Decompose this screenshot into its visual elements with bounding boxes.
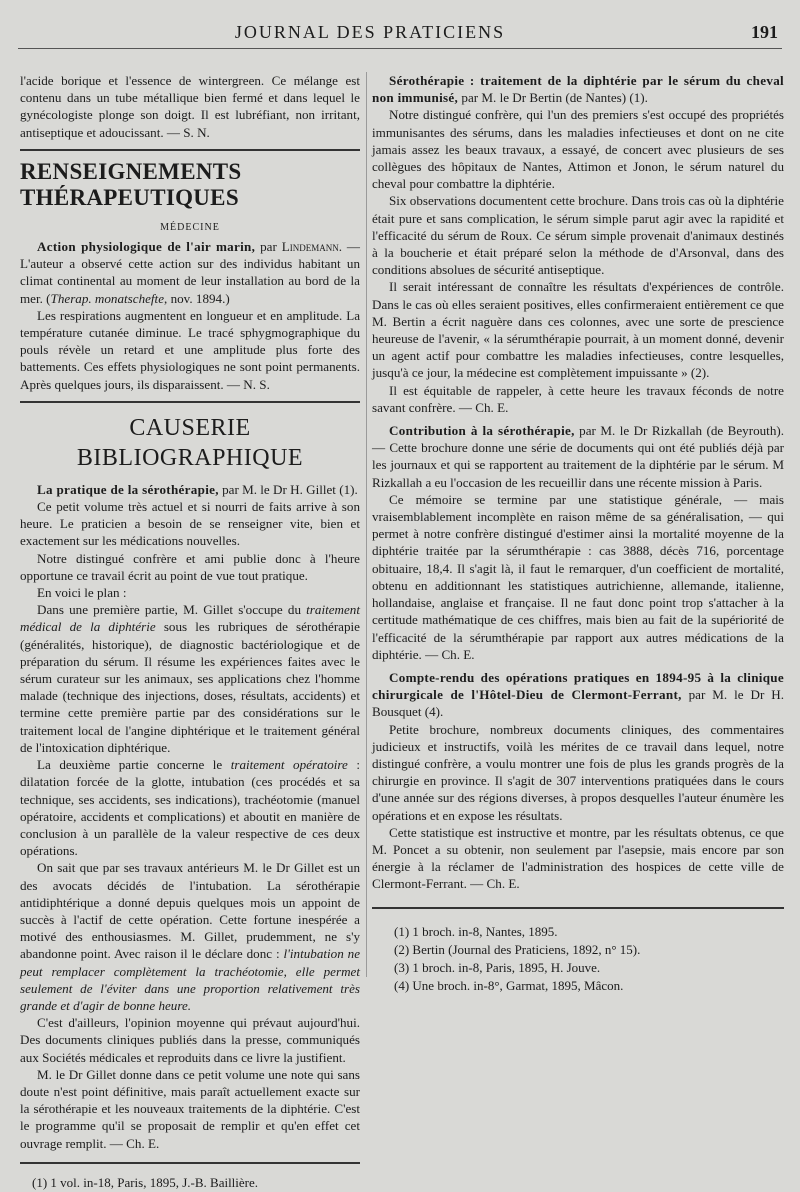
footnote: (2) Bertin (Journal des Praticiens, 1892, n° 15).: [394, 941, 641, 957]
pratique-paragraph-3: En voici le plan :: [37, 585, 127, 601]
sero-article: [372, 72, 784, 106]
footnote: (3) 1 broch. in-8, Paris, 1895, H. Jouve.: [394, 959, 601, 975]
pratique-article: [20, 481, 360, 498]
italic-run: l'intubation ne peut remplacer complètement la trachéotomie, elle permet seulement de l'éviter dans une proportion relativement très grande et d'agir de bonne heure.: [20, 946, 361, 1013]
text-run: sous les rubriques de sérothérapie (généralités, historique), de diagnostic bactériologique et de préparation du sérum. Il résume les expériences faites avec le sérum curateur sur les animaux, ses applications chez l'homme malade (technique des injections, doses, résultats, accidents) et termine cette première partie par des considérations sur le traitement local de l'angine diphtérique et le traitement général de l'intoxication diphtérique.: [20, 619, 360, 755]
right-column: [372, 72, 784, 995]
footnote-rule: [20, 1162, 360, 1164]
pratique-paragraph-6: [20, 859, 360, 1014]
action-source: Therap. monatschefte: [50, 290, 165, 306]
intro-paragraph: l'acide borique et l'essence de wintergreen. Ce mélange est contenu dans un tube métallique bien fermé et dans lequel le gynécologiste plonge son doigt. Il est lubréfiant, non irritant, antiseptique et adoucissant. — S. N.: [20, 73, 360, 140]
compte-paragraph-2: Cette statistique est instructive et montre, par les résultats obtenus, ce que M. Poncet a su obtenir, non seulement par l'asepsie, mais encore par son énergie à la réclamer de l'administration des hospices de cette ville de Clermont-Ferrant. — Ch. E.: [372, 824, 784, 892]
text-run: La deuxième partie concerne le: [37, 757, 231, 773]
italic-run: traitement opératoire: [230, 757, 348, 773]
page-header: [0, 22, 800, 46]
action-author: Lindemann: [281, 239, 339, 255]
compte-article: [372, 669, 784, 721]
sero-paragraph-3: Il serait intéressant de connaître les résultats d'expériences de contrôle. Dans le cas où elles seraient positives, elles confirmeraient entièrement ce que M. Bertin a écrit naguère dans ces colonnes, avec une sorte de prescience heureuse de l'avenir, « la sérumthérapie pourrait, à un moment donné, devenir un agent actif pour combattre les maladies infectieuses, contre lesquelles, jusqu'à ce jour, la médecine est complètement impuissante » (2).: [372, 279, 784, 381]
pratique-author: par M. le Dr H. Gillet (1).: [218, 481, 358, 497]
footnote: (1) 1 broch. in-8, Nantes, 1895.: [394, 923, 558, 939]
compte-title: Compte-rendu des opérations pratiques en 1894-95 à la clinique chirurgicale de l'Hôtel-Dieu de Clermont-Ferrant,: [372, 669, 784, 703]
action-title: Action physiologique de l'air marin,: [37, 239, 256, 255]
header-rule: [18, 48, 782, 49]
section-rule: [20, 401, 360, 403]
pratique-paragraph-4: [20, 601, 360, 756]
pratique-title: La pratique de la sérothérapie,: [37, 481, 219, 497]
compte-author: par M. le Dr H. Bousquet (4).: [372, 687, 785, 720]
action-source-date: , nov. 1894.): [164, 290, 230, 306]
column-separator: [366, 72, 367, 977]
footnote-rule: [372, 907, 784, 909]
text-run: On sait que par ses travaux antérieurs M. le Dr Gillet est un des avocats décidés de l'intubation. La sérothérapie antidiphtérique a donné depuis quelques mois un appoint de succès à l'actif de cette opération. Cette fortune inespérée a motivé des enthousiasmes. M. Gillet, prudemment, ne s'y abandonne point. Avec raison il le déclare donc :: [20, 860, 360, 962]
action-article: [20, 238, 360, 307]
text-run: Dans une première partie, M. Gillet s'occupe du: [37, 602, 307, 618]
pratique-paragraph-5: [20, 756, 360, 859]
renseignements-heading: RENSEIGNEMENTS THÉRAPEUTIQUES: [20, 158, 242, 210]
pratique-paragraph-2: Notre distingué confrère et ami publie donc à l'heure opportune ce travail écrit au point de vue tout pratique.: [20, 550, 360, 583]
causerie-heading: CAUSERIE BIBLIOGRAPHIQUE: [76, 414, 304, 471]
journal-title: JOURNAL DES PRATICIENS: [234, 22, 506, 42]
sero-title: Sérothérapie : traitement de la diphtérie par le sérum du cheval non immunisé,: [372, 73, 784, 106]
section-rule: [20, 149, 360, 151]
pratique-paragraph-8: M. le Dr Gillet donne dans ce petit volume une note qui sans doute n'est point définitive, mais paraît actuellement exacte sur la sérothérapie et les nouveaux traitements de la diphtérie. C'est le programme qu'il se proposait de remplir et qu'en effet cet ouvrage remplit. — Ch. E.: [20, 1066, 360, 1151]
contrib-author: par M. le Dr Rizkallah (de Beyrouth).: [574, 423, 784, 439]
contrib-body: — Cette brochure donne une série de documents qui ont été publiés déjà par les journaux et qui se rapportent au traitement de la diphtérie par le sérum. M Rizkallah a eu l'occasion de les recueillir dans une récente mission à Paris.: [372, 440, 784, 490]
contrib-title: Contribution à la sérothérapie,: [389, 423, 575, 439]
italic-run: traitement médical de la diphtérie: [20, 602, 360, 635]
left-footnotes: [20, 1174, 360, 1192]
pratique-paragraph-1: Ce petit volume très actuel et si nourri de faits arrive à son heure. Le praticien a besoin de se renseigner vite, bien et exactement sur les médications nouvelles.: [20, 499, 360, 549]
footnote: (4) Une broch. in-8°, Garmat, 1895, Mâcon.: [394, 977, 624, 993]
contrib-article: [372, 422, 784, 491]
sero-paragraph-4: Il est équitable de rappeler, à cette heure les travaux féconds de notre savant confrère. — Ch. E.: [372, 382, 784, 415]
compte-paragraph-1: Petite brochure, nombreux documents cliniques, des commentaires judicieux et instructifs, voilà les mérites de ce travail dans lequel, notre distingué confrère, a voulu montrer une fois de plus les grands progrès de la chirurgie en province. Il s'agit de 307 interventions pratiquées dans le cours d'une année sur des régions diverses, à propos desquelles l'auteur énumère les opérations et en expose les résultats.: [372, 721, 784, 823]
sero-paragraph-2: Six observations documentent cette brochure. Dans trois cas où la diphtérie était pure et sans complication, le sérum simple parut agir avec la rapidité et l'efficacité du sérum de Roux. Ce sérum simple provenait d'animaux destinés à la boucherie et était préparé selon la méthode de d'Arsonval, dans des conditions absolues de sécurité antiseptique.: [372, 193, 784, 278]
action-author-pre: par: [255, 239, 282, 255]
right-footnotes: [372, 923, 784, 995]
medecine-subheading: MÉDECINE: [160, 221, 220, 233]
left-column: [20, 72, 360, 1192]
footnote: (1) 1 vol. in-18, Paris, 1895, J.-B. Baillière.: [32, 1174, 259, 1190]
pratique-paragraph-7: C'est d'ailleurs, l'opinion moyenne qui prévaut aujourd'hui. Des documents cliniques publiés dans la presse, communiqués aux Sociétés médicales et reproduits dans ce livre la justifient.: [20, 1015, 360, 1065]
page-number: 191: [751, 22, 778, 42]
sero-paragraph-1: Notre distingué confrère, qui l'un des premiers s'est occupé des propriétés immunisantes des sérums, dans les maladies infectieuses et dont on ne cite jamais assez les beaux travaux, a essayé, de concert avec plusieurs de ses collègues des hôpitaux de Nantes, Attimon et Jonon, le sérum naturel du cheval pour combattre la diphtérie.: [372, 107, 784, 192]
contrib-paragraph-2: Ce mémoire se termine par une statistique générale, — mais vraisemblablement incomplète en raison même de sa généralisation, — qui permet à notre confrère distingué d'estimer ainsi la mortalité moyenne de la diphtérie traitée par la sérumthérapie : cas 3888, décès 716, porcentage obituaire, 18,4. Il s'agit là, il faut le remarquer, d'un coefficient de mortalité, obtenu en additionnant les statistiques autrichienne, allemande, italienne, hollandaise, anglaise et française. Il ne faut donc point trop s'attacher à la certitude mathématique de ces chiffres, mais bien au fait de la supériorité de l'efficacité de la sérumthérapie par rapport aux autres médications de la diphtérie. — Ch. E.: [372, 491, 784, 662]
sero-author: par M. le Dr Bertin (de Nantes) (1).: [458, 90, 648, 106]
action-paragraph-2: Les respirations augmentent en longueur et en amplitude. La température cutanée diminue. Le tracé sphygmographique du pouls révèle un retard et une amplitude plus forte des battements. Ces effets physiologiques ne sont point permanents. Après quelques jours, ils disparaissent. — N. S.: [20, 307, 360, 392]
text-run: : dilatation forcée de la glotte, intubation (ces procédés et sa technique, ses accidents, ses indications), trachéotomie (manuel opératoire, accidents et complications) et aboutit en manière de conclusion à un parallèle de la valeur respective de ces deux opérations.: [20, 757, 360, 859]
action-body: . — L'auteur a observé cette action sur des individus habitant un climat continental au moment de leur installation au bord de la mer. (: [20, 239, 360, 306]
